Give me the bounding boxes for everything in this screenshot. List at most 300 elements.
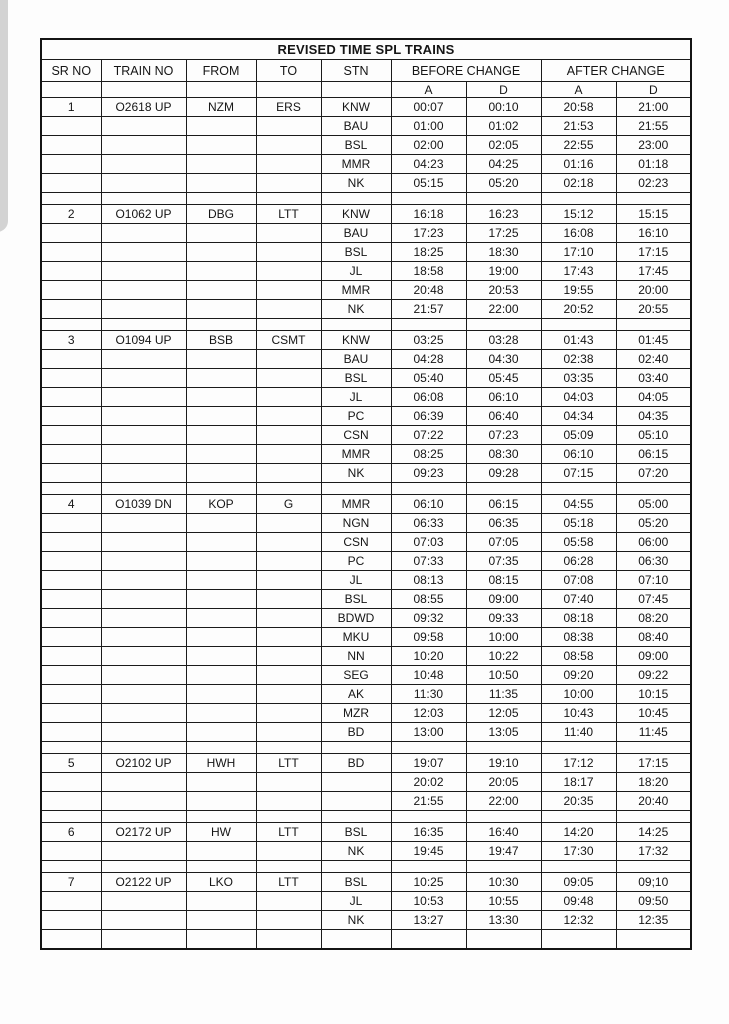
header-before-change: BEFORE CHANGE bbox=[391, 60, 541, 82]
revised-trains-table bbox=[40, 38, 692, 950]
cell-to: ERS bbox=[256, 98, 321, 117]
cell-stn: BSL bbox=[321, 590, 391, 609]
table-row bbox=[41, 262, 691, 281]
cell-after-arrival: 09:48 bbox=[541, 892, 616, 911]
cell-before-departure: 05:20 bbox=[466, 174, 541, 193]
cell-before-arrival: 10:25 bbox=[391, 873, 466, 892]
table-row bbox=[41, 407, 691, 426]
cell-from bbox=[186, 224, 256, 243]
cell-after-departure: 02:23 bbox=[616, 174, 691, 193]
cell-empty bbox=[101, 483, 186, 495]
cell-train-no bbox=[101, 571, 186, 590]
cell-to bbox=[256, 281, 321, 300]
cell-before-departure: 00:10 bbox=[466, 98, 541, 117]
cell-before-arrival: 02:00 bbox=[391, 136, 466, 155]
cell-before-departure: 09:00 bbox=[466, 590, 541, 609]
cell-sr-no bbox=[41, 224, 101, 243]
cell-stn: BAU bbox=[321, 117, 391, 136]
cell-train-no bbox=[101, 388, 186, 407]
cell-before-departure: 08:15 bbox=[466, 571, 541, 590]
cell-before-departure: 03:28 bbox=[466, 331, 541, 350]
cell-after-departure: 20:40 bbox=[616, 792, 691, 811]
cell-before-arrival: 04:23 bbox=[391, 155, 466, 174]
cell-before-departure: 06:40 bbox=[466, 407, 541, 426]
spacer-row bbox=[41, 319, 691, 331]
table-row bbox=[41, 571, 691, 590]
cell-empty bbox=[541, 861, 616, 873]
cell-train-no bbox=[101, 552, 186, 571]
cell-after-arrival: 05:58 bbox=[541, 533, 616, 552]
table-row bbox=[41, 300, 691, 319]
table-row bbox=[41, 792, 691, 811]
cell-empty bbox=[186, 861, 256, 873]
table-row bbox=[41, 243, 691, 262]
cell-from bbox=[186, 464, 256, 483]
cell-empty bbox=[41, 483, 101, 495]
cell-after-arrival: 16:08 bbox=[541, 224, 616, 243]
cell-train-no bbox=[101, 262, 186, 281]
cell-train-no: O1062 UP bbox=[101, 205, 186, 224]
cell-after-departure: 02:40 bbox=[616, 350, 691, 369]
cell-after-departure: 23:00 bbox=[616, 136, 691, 155]
cell-after-departure: 17:15 bbox=[616, 754, 691, 773]
cell-after-arrival: 04:55 bbox=[541, 495, 616, 514]
cell-to bbox=[256, 407, 321, 426]
cell-from bbox=[186, 388, 256, 407]
cell-train-no bbox=[101, 911, 186, 930]
cell-after-arrival: 17:12 bbox=[541, 754, 616, 773]
table-row bbox=[41, 281, 691, 300]
table-row bbox=[41, 911, 691, 930]
cell-stn: MMR bbox=[321, 281, 391, 300]
cell-empty bbox=[41, 811, 101, 823]
cell-stn: CSN bbox=[321, 533, 391, 552]
cell-empty bbox=[321, 742, 391, 754]
cell-from bbox=[186, 628, 256, 647]
table-row bbox=[41, 590, 691, 609]
cell-empty bbox=[466, 930, 541, 950]
cell-from: LKO bbox=[186, 873, 256, 892]
cell-before-arrival: 06:10 bbox=[391, 495, 466, 514]
cell-train-no bbox=[101, 224, 186, 243]
cell-empty bbox=[391, 193, 466, 205]
cell-train-no: O2618 UP bbox=[101, 98, 186, 117]
cell-train-no bbox=[101, 117, 186, 136]
cell-sr-no bbox=[41, 243, 101, 262]
cell-sr-no bbox=[41, 552, 101, 571]
cell-before-arrival: 13:00 bbox=[391, 723, 466, 742]
side-tab-shape bbox=[0, 0, 8, 232]
cell-stn: MMR bbox=[321, 155, 391, 174]
arrival-departure-header-row bbox=[41, 82, 691, 98]
cell-empty bbox=[616, 861, 691, 873]
cell-from bbox=[186, 723, 256, 742]
cell-sr-no bbox=[41, 609, 101, 628]
cell-stn bbox=[321, 792, 391, 811]
cell-before-departure: 06:35 bbox=[466, 514, 541, 533]
cell-before-arrival: 19:07 bbox=[391, 754, 466, 773]
header-train-no: TRAIN NO bbox=[101, 60, 186, 82]
cell-after-departure: 09:50 bbox=[616, 892, 691, 911]
spacer-row bbox=[41, 811, 691, 823]
cell-to bbox=[256, 224, 321, 243]
table-row bbox=[41, 754, 691, 773]
cell-stn: BSL bbox=[321, 873, 391, 892]
cell-train-no bbox=[101, 464, 186, 483]
cell-from bbox=[186, 533, 256, 552]
cell-from bbox=[186, 892, 256, 911]
cell-to bbox=[256, 174, 321, 193]
cell-before-departure: 19:47 bbox=[466, 842, 541, 861]
cell-empty bbox=[321, 193, 391, 205]
cell-empty bbox=[186, 319, 256, 331]
cell-from bbox=[186, 407, 256, 426]
cell-before-arrival: 17:23 bbox=[391, 224, 466, 243]
cell-before-departure: 17:25 bbox=[466, 224, 541, 243]
cell-from bbox=[186, 571, 256, 590]
cell-empty bbox=[321, 861, 391, 873]
cell-from bbox=[186, 685, 256, 704]
cell-stn: PC bbox=[321, 552, 391, 571]
cell-before-departure: 10:30 bbox=[466, 873, 541, 892]
cell-empty bbox=[321, 930, 391, 950]
cell-empty bbox=[41, 193, 101, 205]
cell-stn: BAU bbox=[321, 224, 391, 243]
cell-empty bbox=[616, 811, 691, 823]
cell-before-arrival: 11:30 bbox=[391, 685, 466, 704]
cell-sr-no: 7 bbox=[41, 873, 101, 892]
cell-before-departure: 09:33 bbox=[466, 609, 541, 628]
cell-empty bbox=[256, 930, 321, 950]
cell-empty bbox=[321, 483, 391, 495]
cell-stn: PC bbox=[321, 407, 391, 426]
cell-before-departure: 10:50 bbox=[466, 666, 541, 685]
cell-stn: NK bbox=[321, 300, 391, 319]
cell-train-no bbox=[101, 704, 186, 723]
cell-empty bbox=[41, 930, 101, 950]
cell-sr-no bbox=[41, 281, 101, 300]
cell-after-arrival: 12:32 bbox=[541, 911, 616, 930]
cell-before-departure: 10:55 bbox=[466, 892, 541, 911]
cell-stn: MZR bbox=[321, 704, 391, 723]
cell-sr-no bbox=[41, 773, 101, 792]
cell-after-arrival: 02:38 bbox=[541, 350, 616, 369]
cell-train-no bbox=[101, 533, 186, 552]
cell-to bbox=[256, 792, 321, 811]
cell-train-no bbox=[101, 628, 186, 647]
cell-stn: CSN bbox=[321, 426, 391, 445]
cell-after-arrival: 18:17 bbox=[541, 773, 616, 792]
cell-empty bbox=[256, 319, 321, 331]
cell-after-departure: 21:00 bbox=[616, 98, 691, 117]
cell-before-arrival: 08:25 bbox=[391, 445, 466, 464]
cell-after-departure: 01:45 bbox=[616, 331, 691, 350]
cell-from bbox=[186, 704, 256, 723]
cell-after-departure: 10:45 bbox=[616, 704, 691, 723]
cell-from bbox=[186, 426, 256, 445]
cell-train-no bbox=[101, 243, 186, 262]
cell-to bbox=[256, 464, 321, 483]
cell-sr-no bbox=[41, 464, 101, 483]
cell-before-departure: 13:05 bbox=[466, 723, 541, 742]
cell-after-departure: 21:55 bbox=[616, 117, 691, 136]
cell-after-arrival: 14:20 bbox=[541, 823, 616, 842]
cell-after-departure: 06:15 bbox=[616, 445, 691, 464]
cell-from bbox=[186, 590, 256, 609]
spacer-row bbox=[41, 742, 691, 754]
cell-sr-no bbox=[41, 300, 101, 319]
cell-before-departure: 13:30 bbox=[466, 911, 541, 930]
cell-to bbox=[256, 350, 321, 369]
table-row bbox=[41, 514, 691, 533]
cell-after-arrival: 20:52 bbox=[541, 300, 616, 319]
cell-sr-no bbox=[41, 369, 101, 388]
cell-sr-no bbox=[41, 174, 101, 193]
cell-to: LTT bbox=[256, 873, 321, 892]
cell-from bbox=[186, 666, 256, 685]
cell-train-no bbox=[101, 723, 186, 742]
table-row bbox=[41, 823, 691, 842]
cell-from bbox=[186, 445, 256, 464]
cell-empty bbox=[616, 319, 691, 331]
cell-before-departure: 09:28 bbox=[466, 464, 541, 483]
cell-empty bbox=[541, 319, 616, 331]
cell-after-arrival: 04:34 bbox=[541, 407, 616, 426]
cell-stn bbox=[321, 773, 391, 792]
header-stn: STN bbox=[321, 60, 391, 82]
cell-before-departure: 20:05 bbox=[466, 773, 541, 792]
cell-train-no bbox=[101, 426, 186, 445]
cell-before-departure: 06:15 bbox=[466, 495, 541, 514]
table-row bbox=[41, 873, 691, 892]
cell-after-arrival: 10:43 bbox=[541, 704, 616, 723]
cell-empty bbox=[616, 193, 691, 205]
cell-train-no bbox=[101, 792, 186, 811]
cell-stn: JL bbox=[321, 571, 391, 590]
cell-empty bbox=[391, 811, 466, 823]
cell-after-departure: 20:00 bbox=[616, 281, 691, 300]
cell-train-no bbox=[101, 155, 186, 174]
cell-train-no bbox=[101, 281, 186, 300]
table-row bbox=[41, 350, 691, 369]
cell-after-departure: 08:20 bbox=[616, 609, 691, 628]
cell-after-arrival: 08:38 bbox=[541, 628, 616, 647]
cell-after-arrival: 17:10 bbox=[541, 243, 616, 262]
cell-empty bbox=[321, 811, 391, 823]
cell-train-no bbox=[101, 514, 186, 533]
table-row bbox=[41, 136, 691, 155]
cell-to bbox=[256, 842, 321, 861]
cell-to bbox=[256, 445, 321, 464]
cell-after-departure: 16:10 bbox=[616, 224, 691, 243]
cell-before-arrival: 03:25 bbox=[391, 331, 466, 350]
cell-empty bbox=[616, 483, 691, 495]
header-empty-cell bbox=[101, 82, 186, 98]
cell-train-no: O1094 UP bbox=[101, 331, 186, 350]
header-after-arrival: A bbox=[541, 82, 616, 98]
cell-from bbox=[186, 117, 256, 136]
cell-after-arrival: 22:55 bbox=[541, 136, 616, 155]
cell-after-arrival: 06:10 bbox=[541, 445, 616, 464]
cell-sr-no bbox=[41, 533, 101, 552]
cell-before-departure: 22:00 bbox=[466, 300, 541, 319]
cell-after-arrival: 17:30 bbox=[541, 842, 616, 861]
table-row bbox=[41, 388, 691, 407]
table-row bbox=[41, 842, 691, 861]
cell-after-arrival: 07:40 bbox=[541, 590, 616, 609]
cell-from bbox=[186, 350, 256, 369]
cell-after-arrival: 06:28 bbox=[541, 552, 616, 571]
cell-stn: NK bbox=[321, 174, 391, 193]
cell-sr-no bbox=[41, 514, 101, 533]
cell-empty bbox=[186, 811, 256, 823]
cell-after-arrival: 09:20 bbox=[541, 666, 616, 685]
cell-empty bbox=[391, 742, 466, 754]
cell-after-departure: 09:22 bbox=[616, 666, 691, 685]
cell-to bbox=[256, 243, 321, 262]
cell-after-arrival: 08:18 bbox=[541, 609, 616, 628]
cell-before-arrival: 05:15 bbox=[391, 174, 466, 193]
cell-before-arrival: 10:53 bbox=[391, 892, 466, 911]
cell-before-arrival: 18:58 bbox=[391, 262, 466, 281]
cell-sr-no: 1 bbox=[41, 98, 101, 117]
cell-before-arrival: 10:20 bbox=[391, 647, 466, 666]
cell-train-no bbox=[101, 685, 186, 704]
cell-sr-no bbox=[41, 666, 101, 685]
header-sr-no: SR NO bbox=[41, 60, 101, 82]
cell-after-departure: 10:15 bbox=[616, 685, 691, 704]
table-row bbox=[41, 495, 691, 514]
cell-to bbox=[256, 117, 321, 136]
cell-after-arrival: 02:18 bbox=[541, 174, 616, 193]
table-row bbox=[41, 647, 691, 666]
cell-empty bbox=[101, 861, 186, 873]
cell-before-departure: 02:05 bbox=[466, 136, 541, 155]
table-row bbox=[41, 174, 691, 193]
cell-before-departure: 04:25 bbox=[466, 155, 541, 174]
cell-sr-no bbox=[41, 911, 101, 930]
table-row bbox=[41, 552, 691, 571]
cell-stn: NK bbox=[321, 842, 391, 861]
cell-before-arrival: 07:03 bbox=[391, 533, 466, 552]
cell-stn: NK bbox=[321, 911, 391, 930]
cell-sr-no bbox=[41, 685, 101, 704]
cell-before-arrival: 16:18 bbox=[391, 205, 466, 224]
cell-to: LTT bbox=[256, 754, 321, 773]
cell-after-departure: 12:35 bbox=[616, 911, 691, 930]
cell-empty bbox=[466, 319, 541, 331]
cell-after-arrival: 05:18 bbox=[541, 514, 616, 533]
cell-empty bbox=[541, 193, 616, 205]
cell-to bbox=[256, 552, 321, 571]
table-row bbox=[41, 224, 691, 243]
cell-train-no: O2102 UP bbox=[101, 754, 186, 773]
cell-to bbox=[256, 723, 321, 742]
cell-empty bbox=[186, 483, 256, 495]
cell-after-departure: 09;10 bbox=[616, 873, 691, 892]
cell-from bbox=[186, 773, 256, 792]
cell-stn: BSL bbox=[321, 823, 391, 842]
cell-from bbox=[186, 243, 256, 262]
cell-from bbox=[186, 514, 256, 533]
cell-after-arrival: 15:12 bbox=[541, 205, 616, 224]
cell-before-arrival: 06:08 bbox=[391, 388, 466, 407]
header-after-change: AFTER CHANGE bbox=[541, 60, 691, 82]
cell-before-departure: 20:53 bbox=[466, 281, 541, 300]
cell-stn: NK bbox=[321, 464, 391, 483]
cell-after-arrival: 09:05 bbox=[541, 873, 616, 892]
cell-stn: SEG bbox=[321, 666, 391, 685]
cell-to bbox=[256, 773, 321, 792]
cell-train-no bbox=[101, 300, 186, 319]
cell-after-arrival: 03:35 bbox=[541, 369, 616, 388]
cell-from: HW bbox=[186, 823, 256, 842]
cell-before-departure: 16:23 bbox=[466, 205, 541, 224]
cell-empty bbox=[101, 319, 186, 331]
header-empty-cell bbox=[321, 82, 391, 98]
cell-from bbox=[186, 262, 256, 281]
cell-before-arrival: 18:25 bbox=[391, 243, 466, 262]
cell-sr-no bbox=[41, 445, 101, 464]
cell-to bbox=[256, 647, 321, 666]
cell-before-departure: 07:23 bbox=[466, 426, 541, 445]
cell-after-arrival: 20:58 bbox=[541, 98, 616, 117]
cell-sr-no bbox=[41, 155, 101, 174]
table-row bbox=[41, 369, 691, 388]
cell-empty bbox=[101, 193, 186, 205]
cell-sr-no bbox=[41, 892, 101, 911]
cell-empty bbox=[466, 742, 541, 754]
cell-empty bbox=[101, 742, 186, 754]
cell-after-departure: 07:20 bbox=[616, 464, 691, 483]
cell-before-arrival: 01:00 bbox=[391, 117, 466, 136]
cell-after-departure: 11:45 bbox=[616, 723, 691, 742]
cell-to: LTT bbox=[256, 823, 321, 842]
cell-sr-no bbox=[41, 350, 101, 369]
cell-before-arrival: 20:48 bbox=[391, 281, 466, 300]
table-row bbox=[41, 723, 691, 742]
cell-from bbox=[186, 155, 256, 174]
table-row bbox=[41, 773, 691, 792]
cell-empty bbox=[256, 811, 321, 823]
cell-to bbox=[256, 514, 321, 533]
header-before-departure: D bbox=[466, 82, 541, 98]
cell-before-departure: 07:35 bbox=[466, 552, 541, 571]
cell-sr-no bbox=[41, 571, 101, 590]
cell-before-departure: 16:40 bbox=[466, 823, 541, 842]
table-row bbox=[41, 426, 691, 445]
cell-before-arrival: 07:33 bbox=[391, 552, 466, 571]
header-after-departure: D bbox=[616, 82, 691, 98]
cell-before-arrival: 04:28 bbox=[391, 350, 466, 369]
cell-before-arrival: 09:32 bbox=[391, 609, 466, 628]
cell-before-departure: 10:00 bbox=[466, 628, 541, 647]
spacer-row bbox=[41, 861, 691, 873]
cell-train-no bbox=[101, 647, 186, 666]
table-row bbox=[41, 704, 691, 723]
cell-stn: KNW bbox=[321, 205, 391, 224]
cell-after-arrival: 01:16 bbox=[541, 155, 616, 174]
page-title: REVISED TIME SPL TRAINS bbox=[41, 39, 691, 60]
cell-after-arrival: 08:58 bbox=[541, 647, 616, 666]
spacer-row bbox=[41, 193, 691, 205]
cell-empty bbox=[466, 861, 541, 873]
cell-from: HWH bbox=[186, 754, 256, 773]
cell-empty bbox=[41, 861, 101, 873]
cell-before-arrival: 21:57 bbox=[391, 300, 466, 319]
table-row bbox=[41, 205, 691, 224]
cell-to bbox=[256, 911, 321, 930]
